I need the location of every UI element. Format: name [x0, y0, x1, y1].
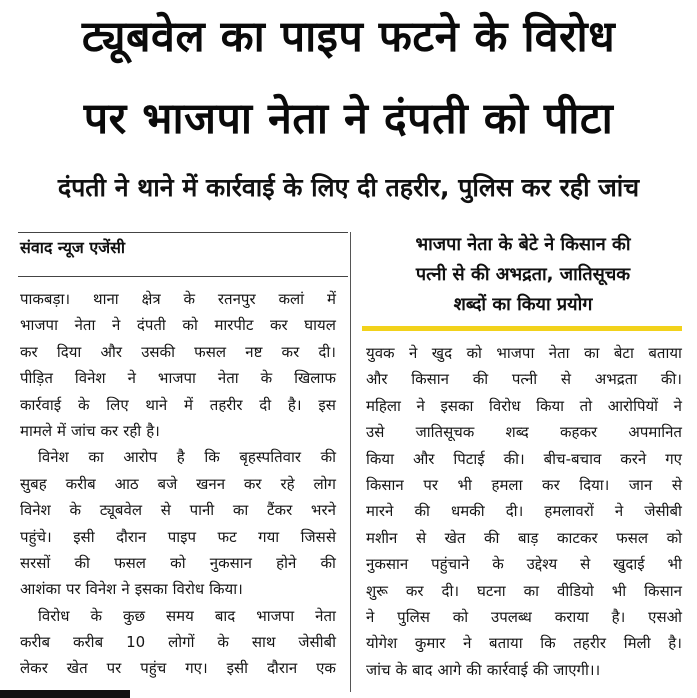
subheadline: दंपती ने थाने में कार्रवाई के लिए दी तहरीर, पुलिस कर रही जांच	[57, 173, 640, 202]
text-line: लेकर खेत पर पहुंच गए। इसी दौरान एक	[20, 659, 336, 678]
right-column-body	[366, 340, 682, 683]
text-line: पीड़ित विनेश ने भाजपा नेता के खिलाफ	[20, 369, 336, 388]
text-line: उसे जातिसूचक शब्द कहकर अपमानित	[366, 423, 682, 442]
text-line: कर दिया और उसकी फसल नष्ट कर दी।	[20, 342, 336, 361]
text-line: ने पुलिस को उपलब्ध कराया है। एसओ	[366, 607, 682, 626]
left-column-body	[20, 286, 336, 682]
text-line: विरोध के कुछ समय बाद भाजपा नेता	[38, 606, 336, 625]
byline: संवाद न्यूज एजेंसी	[20, 238, 126, 257]
byline-bottom-rule	[18, 276, 348, 277]
text-line: भाजपा नेता ने दंपती को मारपीट कर घायल	[20, 316, 336, 335]
headline-line-2: पर भाजपा नेता ने दंपती को पीटा	[83, 94, 614, 144]
sidebar-heading-underline	[362, 326, 682, 331]
headline-line-1: ट्यूबवेल का पाइप फटने के विरोध	[81, 12, 616, 62]
text-line: करीब करीब 10 लोगों के साथ जेसीबी	[20, 633, 336, 652]
text-line: युवक ने खुद को भाजपा नेता का बेटा बताया	[366, 344, 682, 362]
sidebar-heading-line-2: पत्नी से की अभद्रता, जातिसूचक	[415, 264, 631, 285]
text-line: विनेश का आरोप है कि बृहस्पतिवार की	[38, 448, 336, 467]
text-line: विनेश के ट्यूबवेल से पानी का टैंकर भरने	[20, 501, 336, 520]
sidebar-heading	[364, 230, 682, 320]
text-line: महिला ने इसका विरोध किया तो आरोपियों ने	[366, 396, 682, 415]
text-line: योगेश कुमार ने बताया कि तहरीर मिली है।	[366, 634, 682, 653]
text-line: मारने की धमकी दी। हमलावरों ने जेसीबी	[366, 502, 682, 521]
text-line: किसान पर भी हमला कर दिया। जान से	[366, 475, 682, 494]
text-line: मशीन से खेत की बाड़ काटकर फसल को	[366, 528, 682, 547]
column-divider	[350, 232, 351, 692]
text-line: कार्रवाई के लिए थाने में तहरीर दी है। इस	[20, 395, 336, 414]
footer-bar	[0, 690, 130, 698]
text-line: किया और पिटाई की। बीच-बचाव करने गए	[366, 449, 682, 468]
text-line: नुकसान पहुंचाने के उद्देश्य से खुदाई भी	[366, 555, 682, 574]
text-line: शुरू कर दी। घटना का वीडियो भी किसान	[366, 581, 682, 600]
text-line: मामले में जांच कर रही है।	[20, 421, 160, 440]
byline-top-rule	[18, 232, 348, 233]
text-line: सरसों की फसल को नुकसान होने की	[20, 553, 336, 572]
text-line: जांच के बाद आगे की कार्रवाई की जाएगी।।	[366, 660, 601, 679]
text-line: पहुंचे। इसी दौरान पाइप फट गया जिससे	[20, 527, 336, 546]
sidebar-heading-line-1: भाजपा नेता के बेटे ने किसान की	[415, 234, 631, 255]
text-line: और किसान की पत्नी से अभद्रता की।	[366, 370, 682, 389]
text-line: सुबह करीब आठ बजे खनन कर रहे लोग	[20, 474, 336, 493]
sidebar-heading-line-3: शब्दों का किया प्रयोग	[453, 294, 593, 315]
text-line: आशंका पर विनेश ने इसका विरोध किया।	[20, 580, 243, 599]
text-line: पाकबड़ा। थाना क्षेत्र के रतनपुर कलां में	[20, 290, 336, 308]
